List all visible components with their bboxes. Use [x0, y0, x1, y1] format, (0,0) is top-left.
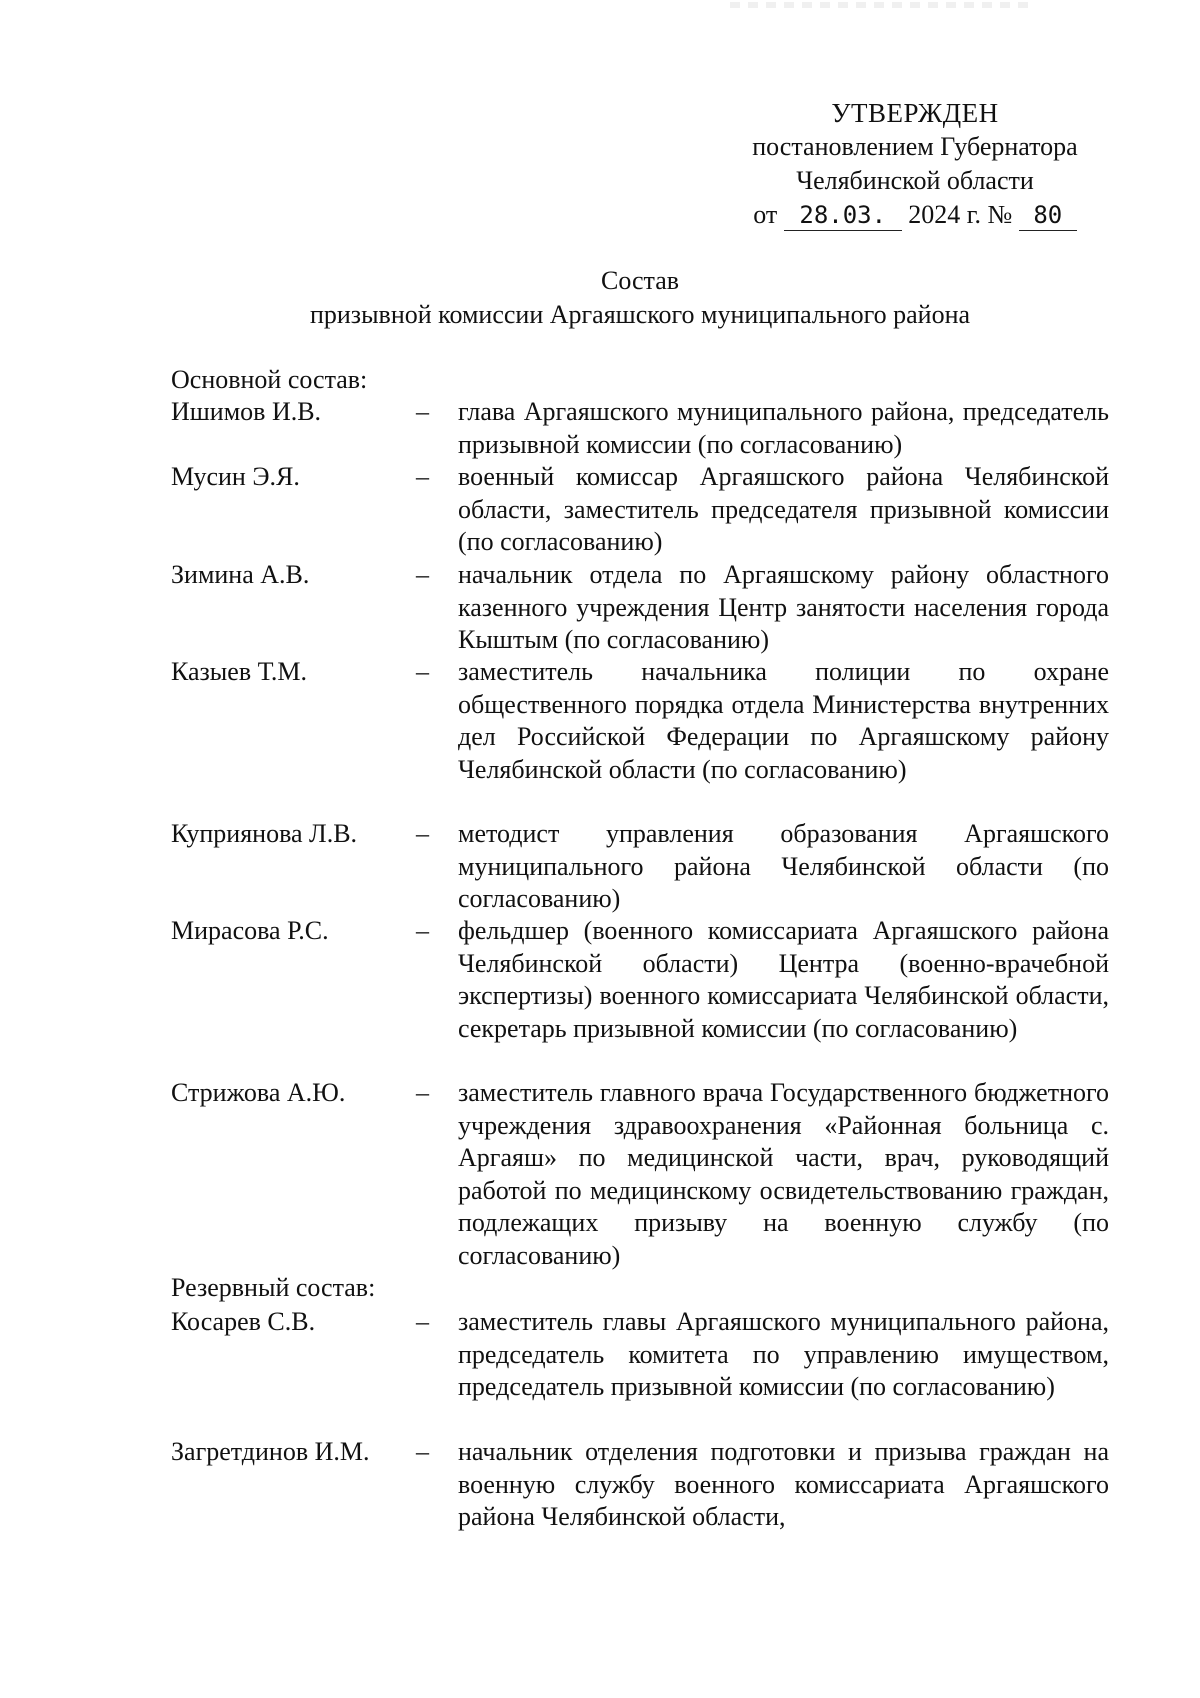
document-heading [180, 264, 1100, 332]
member-description: фельдшер (военного комиссариата Аргаяшского района Челябинской области) Центра (военно-врачебной экспертизы) военного комиссариата Челябинской области, секретарь призывной комиссии (по согласованию) [458, 916, 1109, 1043]
member-dash: – [416, 916, 429, 945]
member-name: Загретдинов И.М. [171, 1437, 370, 1466]
member-dash: – [416, 657, 429, 686]
scan-artifact [730, 2, 1030, 8]
member-dash: – [416, 1437, 429, 1466]
member-description: заместитель главы Аргаяшского муниципального района, председатель комитета по управлению имуществом, председатель призывной комиссии (по согласованию) [458, 1307, 1109, 1401]
decree-number: 80 [1019, 200, 1077, 231]
approval-block [720, 96, 1110, 232]
member-description: заместитель начальника полиции по охране общественного порядка отдела Министерства внутренних дел Российской Федерации по Аргаяшскому району Челябинской области (по согласованию) [458, 657, 1109, 784]
approval-date-line [720, 198, 1110, 232]
member-description: методист управления образования Аргаяшского муниципального района Челябинской области (по согласованию) [458, 819, 1109, 913]
date-value: 28.03. [784, 200, 902, 231]
member-description: начальник отделения подготовки и призыва граждан на военную службу военного комиссариата Аргаяшского района Челябинской области, [458, 1437, 1109, 1531]
member-row [171, 1306, 1121, 1404]
member-row [171, 559, 1121, 657]
approval-line-1: постановлением Губернатора [752, 132, 1078, 161]
reserve-section-label: Резервный состав: [171, 1273, 376, 1302]
member-dash: – [416, 1307, 429, 1336]
member-row [171, 656, 1121, 786]
member-description: глава Аргаяшского муниципального района, председатель призывной комиссии (по согласованию) [458, 397, 1109, 459]
member-name: Стрижова А.Ю. [171, 1078, 346, 1107]
member-row [171, 1436, 1121, 1534]
member-row [171, 396, 1121, 461]
member-row [171, 461, 1121, 559]
member-name: Казыев Т.М. [171, 657, 307, 686]
member-row [171, 818, 1121, 916]
member-name: Куприянова Л.В. [171, 819, 358, 848]
member-description: начальник отдела по Аргаяшскому району областного казенного учреждения Центр занятости населения города Кыштым (по согласованию) [458, 560, 1109, 654]
member-dash: – [416, 462, 429, 491]
member-name: Мусин Э.Я. [171, 462, 300, 491]
date-prefix: от [753, 200, 778, 229]
approval-line-2: Челябинской области [796, 166, 1034, 195]
member-row [171, 1077, 1121, 1272]
heading-title: Состав [600, 266, 680, 295]
approval-title: УТВЕРЖДЕН [831, 98, 999, 128]
main-section-label: Основной состав: [171, 365, 368, 394]
member-dash: – [416, 1078, 429, 1107]
member-name: Ишимов И.В. [171, 397, 322, 426]
heading-subtitle: призывной комиссии Аргаяшского муниципального района [309, 300, 971, 329]
member-row [171, 915, 1121, 1045]
member-dash: – [416, 560, 429, 589]
member-dash: – [416, 397, 429, 426]
member-description: военный комиссар Аргаяшского района Челябинской области, заместитель председателя призывной комиссии (по согласованию) [458, 462, 1109, 556]
member-name: Косарев С.В. [171, 1307, 316, 1336]
member-dash: – [416, 819, 429, 848]
member-name: Мирасова Р.С. [171, 916, 329, 945]
member-name: Зимина А.В. [171, 560, 310, 589]
member-description: заместитель главного врача Государственного бюджетного учреждения здравоохранения «Районная больница с. Аргаяш» по медицинской части, врач, руководящий работой по медицинскому освидетельствованию граждан, подлежащих призыву на военную службу (по согласованию) [458, 1078, 1109, 1270]
year-text: 2024 г. № [908, 200, 1013, 229]
